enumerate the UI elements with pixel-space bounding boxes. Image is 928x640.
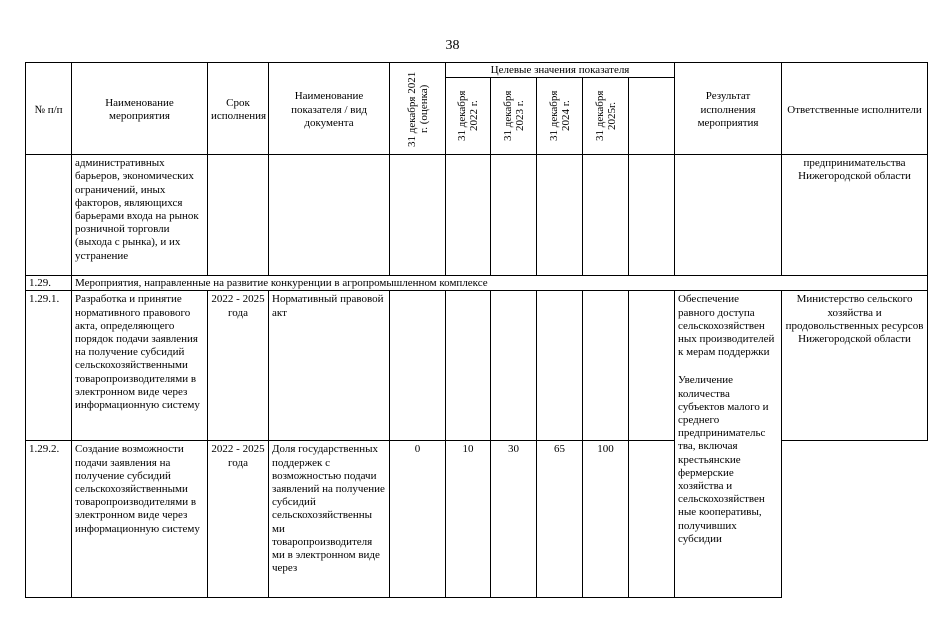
header-responsible: Ответственные исполнители: [782, 63, 928, 155]
r2-result: Увеличение количества субъектов малого и среднего предпринимательс тва, включая крестьянские фермерские хозяйства и сельскохозяйствен ные кооперативы, получивших субсидии: [678, 374, 769, 545]
r2-indicator: Доля государственных поддержек с возможностью подачи заявлений на получение субсидий сельскохозяйственны ми товаропроизводителя ми в электронном виде через: [269, 441, 390, 598]
r2-v2022: 10: [446, 441, 491, 598]
header-2025: 31 декабря 2025г.: [583, 78, 629, 155]
header-result: Результат исполнения мероприятия: [675, 63, 782, 155]
table-row: [26, 291, 928, 441]
r1-event: Разработка и принятие нормативного правового акта, определяющего порядок подачи заявления на получение субсидий сельскохозяйственными товаропроизводителями в электронном виде через информационную систему: [72, 291, 208, 441]
header-indicator: Наименование показателя / вид документа: [269, 63, 390, 155]
cont-event: административных барьеров, экономических ограничений, иных факторов, являющихся барьерами входа на рынок розничной торговли (выхода с рынка), и их устранение: [72, 155, 208, 276]
header-no: № п/п: [26, 63, 72, 155]
r2-v2023: 30: [491, 441, 537, 598]
r2-v2024: 65: [537, 441, 583, 598]
page-number: 38: [445, 38, 460, 53]
cont-responsible: предпринимательства Нижегородской области: [782, 155, 928, 276]
r2-v2025: 100: [583, 441, 629, 598]
header-2021: 31 декабря 2021 г. (оценка): [390, 63, 446, 155]
measures-table: [25, 62, 928, 598]
header-row-1: [26, 63, 928, 78]
section-no: 1.29.: [26, 276, 72, 291]
header-2023: 31 декабря 2023 г.: [491, 78, 537, 155]
r1-deadline: 2022 - 2025 года: [208, 291, 269, 441]
section-title: Мероприятия, направленные на развитие конкуренции в агропромышленном комплексе: [72, 276, 928, 291]
section-row: [26, 276, 928, 291]
header-deadline: Срок исполнения: [208, 63, 269, 155]
r1-no: 1.29.1.: [26, 291, 72, 441]
header-2024: 31 декабря 2024 г.: [537, 78, 583, 155]
r2-no: 1.29.2.: [26, 441, 72, 598]
table-row: [26, 155, 928, 276]
r2-deadline: 2022 - 2025 года: [208, 441, 269, 598]
header-2022: 31 декабря 2022 г.: [446, 78, 491, 155]
r1-indicator: Нормативный правовой акт: [269, 291, 390, 441]
header-event: Наименование мероприятия: [72, 63, 208, 155]
header-target-group: Целевые значения показателя: [446, 63, 675, 78]
r1-result: Обеспечение равного доступа сельскохозяйствен ных производителей к мерам поддержки: [678, 293, 775, 359]
r2-v2021: 0: [390, 441, 446, 598]
table-row: [26, 441, 928, 598]
r1-responsible: Министерство сельского хозяйства и продовольственных ресурсов Нижегородской области: [782, 291, 928, 441]
result-cell: [675, 291, 782, 598]
r2-event: Создание возможности подачи заявления на получение субсидий сельскохозяйственными товаропроизводителями в электронном виде через информационную систему: [72, 441, 208, 598]
